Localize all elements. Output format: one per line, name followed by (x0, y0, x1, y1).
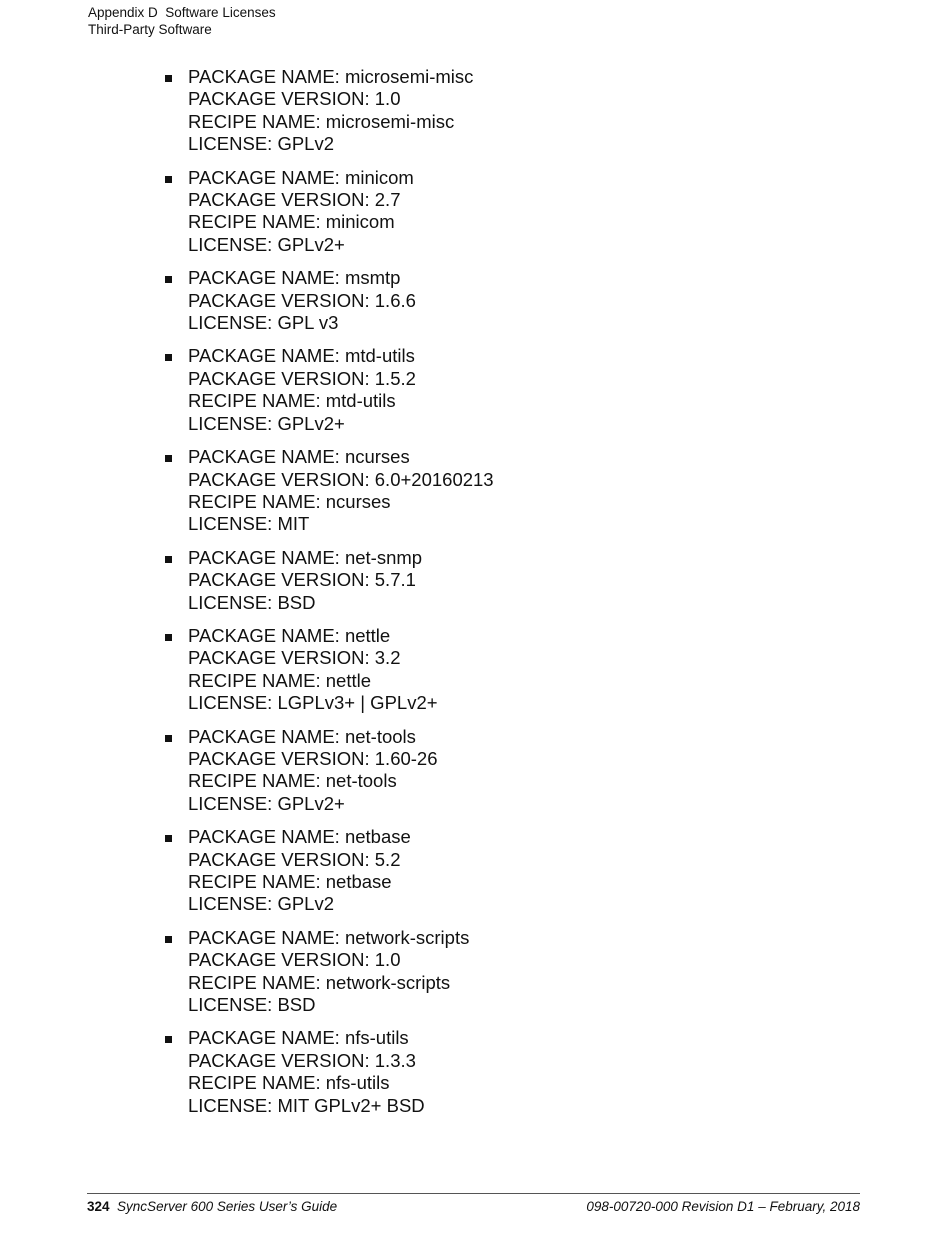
package-recipe: RECIPE NAME: minicom (188, 211, 395, 233)
package-name: PACKAGE NAME: mtd-utils (188, 345, 415, 367)
package-license: LICENSE: LGPLv3+ | GPLv2+ (188, 692, 438, 714)
package-name: PACKAGE NAME: minicom (188, 166, 414, 188)
square-bullet-icon (165, 354, 172, 361)
square-bullet-icon (165, 1036, 172, 1043)
package-recipe: RECIPE NAME: net-tools (188, 770, 397, 792)
package-name: PACKAGE NAME: net-snmp (188, 546, 423, 568)
package-name: PACKAGE NAME: net-tools (188, 725, 416, 747)
package-name: PACKAGE NAME: network-scripts (188, 926, 470, 948)
square-bullet-icon (165, 455, 172, 462)
square-bullet-icon (165, 835, 172, 842)
footer-left (87, 1198, 337, 1215)
package-entry (162, 446, 802, 536)
package-name: PACKAGE NAME: nettle (188, 624, 391, 646)
package-license: LICENSE: GPL v3 (188, 312, 339, 334)
package-name: PACKAGE NAME: netbase (188, 826, 411, 848)
package-recipe: RECIPE NAME: nettle (188, 669, 372, 691)
document-revision: 098-00720-000 Revision D1 – February, 2018 (586, 1199, 860, 1214)
package-license: LICENSE: GPLv2+ (188, 412, 345, 434)
package-version: PACKAGE VERSION: 3.2 (188, 647, 401, 669)
package-version: PACKAGE VERSION: 1.0 (188, 88, 401, 110)
package-license: LICENSE: GPLv2 (188, 893, 335, 915)
package-license: LICENSE: GPLv2 (188, 133, 335, 155)
guide-title: SyncServer 600 Series User’s Guide (117, 1199, 338, 1214)
package-entry (162, 927, 802, 1017)
package-version: PACKAGE VERSION: 1.3.3 (188, 1049, 416, 1071)
package-entry (162, 826, 802, 916)
square-bullet-icon (165, 634, 172, 641)
package-entry (162, 267, 802, 334)
package-name: PACKAGE NAME: ncurses (188, 446, 410, 468)
page-number: 324 (87, 1199, 110, 1214)
package-entry (162, 167, 802, 257)
package-license: LICENSE: MIT GPLv2+ BSD (188, 1094, 425, 1116)
package-recipe: RECIPE NAME: netbase (188, 871, 392, 892)
package-entry (162, 345, 802, 435)
package-entry (162, 625, 802, 715)
package-license: LICENSE: BSD (188, 591, 316, 613)
square-bullet-icon (165, 735, 172, 742)
package-version: PACKAGE VERSION: 1.0 (188, 949, 401, 971)
package-entry (162, 726, 802, 816)
package-version: PACKAGE VERSION: 6.0+20160213 (188, 468, 494, 490)
package-name: PACKAGE NAME: microsemi-misc (188, 66, 474, 87)
package-recipe: RECIPE NAME: ncurses (188, 490, 391, 512)
package-recipe: RECIPE NAME: network-scripts (188, 971, 451, 993)
package-recipe: RECIPE NAME: microsemi-misc (188, 110, 455, 132)
package-version: PACKAGE VERSION: 1.5.2 (188, 367, 416, 389)
package-name: PACKAGE NAME: msmtp (188, 267, 401, 289)
square-bullet-icon (165, 936, 172, 943)
section-title: Third-Party Software (88, 22, 212, 37)
square-bullet-icon (165, 75, 172, 82)
package-entry (162, 1027, 802, 1117)
package-license: LICENSE: MIT (188, 513, 310, 535)
package-version: PACKAGE VERSION: 5.7.1 (188, 569, 416, 591)
package-version: PACKAGE VERSION: 1.60-26 (188, 747, 438, 769)
running-header (88, 4, 276, 38)
package-name: PACKAGE NAME: nfs-utils (188, 1027, 409, 1049)
footer-divider (87, 1193, 860, 1194)
square-bullet-icon (165, 556, 172, 563)
square-bullet-icon (165, 176, 172, 183)
package-license: LICENSE: GPLv2+ (188, 792, 345, 814)
package-version: PACKAGE VERSION: 5.2 (188, 848, 401, 870)
package-list (162, 66, 802, 1128)
package-version: PACKAGE VERSION: 1.6.6 (188, 289, 416, 311)
package-recipe: RECIPE NAME: mtd-utils (188, 390, 396, 412)
square-bullet-icon (165, 276, 172, 283)
package-entry (162, 547, 802, 614)
package-license: LICENSE: BSD (188, 994, 316, 1016)
package-version: PACKAGE VERSION: 2.7 (188, 189, 401, 211)
package-license: LICENSE: GPLv2+ (188, 233, 345, 255)
chapter-title: Appendix D Software Licenses (88, 5, 276, 20)
package-recipe: RECIPE NAME: nfs-utils (188, 1072, 390, 1094)
package-entry (162, 66, 802, 156)
